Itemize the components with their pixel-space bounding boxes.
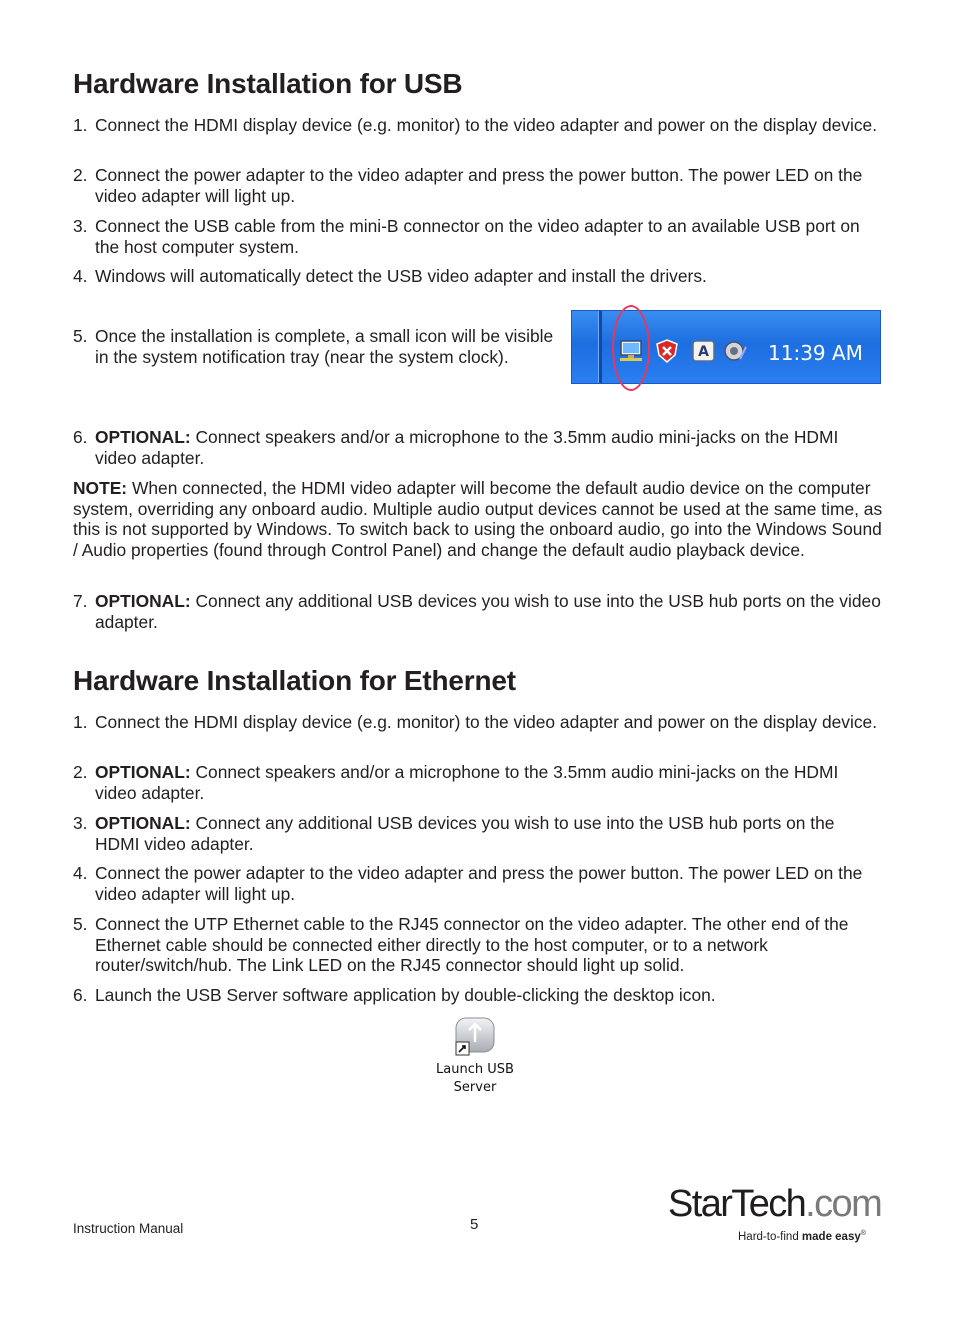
eth-step-4 (73, 863, 883, 904)
usb-note (73, 478, 883, 560)
usb-step-7 (73, 591, 883, 632)
step-text: Launch the USB Server software application by double-clicking the desktop icon. (95, 985, 716, 1005)
security-shield-icon (654, 339, 680, 363)
step-number: 7. (73, 591, 88, 611)
usb-server-icon (452, 1014, 498, 1056)
brand-wordmark (668, 1184, 883, 1224)
taskbar-divider (598, 311, 602, 383)
step-number: 2. (73, 762, 88, 782)
icon-label-line1: Launch USB (436, 1062, 514, 1077)
brand-tagline (738, 1230, 866, 1243)
usb-step-5 (73, 326, 559, 367)
ethernet-heading: Hardware Installation for Ethernet (73, 665, 516, 696)
step-text: Connect any additional USB devices you wish to use into the USB hub ports on the video adapter. (95, 591, 881, 632)
optional-label: OPTIONAL: (95, 591, 191, 611)
tagline-light: Hard-to-find (738, 1230, 802, 1243)
usb-heading: Hardware Installation for USB (73, 68, 463, 99)
step-text: Connect speakers and/or a microphone to the 3.5mm audio mini-jacks on the HDMI video adapter. (95, 427, 839, 468)
speaker-icon (722, 339, 748, 363)
registered-mark: ® (860, 1230, 866, 1237)
eth-step-1 (73, 712, 883, 733)
step-text: Connect any additional USB devices you wish to use into the USB hub ports on the HDMI video adapter. (95, 813, 835, 854)
optional-label: OPTIONAL: (95, 427, 191, 447)
step-text: Windows will automatically detect the USB video adapter and install the drivers. (95, 266, 707, 286)
step-number: 5. (73, 914, 88, 934)
usb-step-3 (73, 216, 883, 257)
step-text: Connect the power adapter to the video adapter and press the power button. The power LED on the video adapter will light up. (95, 863, 863, 904)
highlight-circle (612, 305, 650, 391)
icon-label-line2: Server (453, 1080, 497, 1095)
step-number: 6. (73, 985, 88, 1005)
page-number: 5 (470, 1216, 479, 1233)
step-text: Connect the power adapter to the video adapter and press the power button. The power LED on the video adapter will light up. (95, 165, 863, 206)
step-number: 5. (73, 326, 88, 346)
optional-label: OPTIONAL: (95, 762, 191, 782)
step-number: 1. (73, 115, 88, 135)
usb-step-1 (73, 115, 883, 136)
eth-step-3 (73, 813, 883, 854)
note-label: NOTE: (73, 478, 128, 498)
step-text: Connect the USB cable from the mini-B connector on the video adapter to an available USB port on the host computer system. (95, 216, 860, 257)
step-number: 3. (73, 216, 88, 236)
eth-step-2 (73, 762, 883, 803)
svg-text:A: A (698, 344, 709, 360)
footer-manual-label: Instruction Manual (73, 1221, 184, 1236)
brand-main: StarTech (668, 1183, 806, 1225)
step-text: Connect the HDMI display device (e.g. monitor) to the video adapter and power on the display device. (95, 115, 878, 135)
step-text: Connect the UTP Ethernet cable to the RJ45 connector on the video adapter. The other end of the Ethernet cable should be connected either directly to the host computer, or to a network router/switch/hub. The Link LED on the RJ45 connector should light up solid. (95, 914, 849, 976)
step-text: Once the installation is complete, a small icon will be visible in the system notification tray (near the system clock). (95, 326, 554, 367)
brand-com: .com (805, 1183, 882, 1225)
font-icon (691, 339, 717, 363)
step-number: 4. (73, 863, 88, 883)
usb-step-2 (73, 165, 883, 206)
usb-step-4 (73, 266, 883, 287)
note-text: When connected, the HDMI video adapter will become the default audio device on the computer system, overriding any onboard audio. Multiple audio output devices cannot be used at the same time, as this is not supported by Windows. To switch back to using the onboard audio, go into the Windows Sound / Audio properties (found through Control Panel) and change the default audio playback device. (73, 478, 883, 560)
usb-step-6 (73, 427, 883, 468)
tagline-bold: made easy (801, 1230, 861, 1243)
step-number: 6. (73, 427, 88, 447)
step-text: Connect speakers and/or a microphone to the 3.5mm audio mini-jacks on the HDMI video adapter. (95, 762, 839, 803)
step-number: 1. (73, 712, 88, 732)
eth-step-5 (73, 914, 883, 976)
optional-label: OPTIONAL: (95, 813, 191, 833)
launch-usb-server-shortcut[interactable] (435, 1014, 515, 1097)
tray-clock: 11:39 AM (768, 341, 863, 365)
startech-logo (668, 1183, 883, 1243)
step-text: Connect the HDMI display device (e.g. monitor) to the video adapter and power on the display device. (95, 712, 878, 732)
step-number: 2. (73, 165, 88, 185)
step-number: 3. (73, 813, 88, 833)
eth-step-6 (73, 985, 883, 1006)
step-number: 4. (73, 266, 88, 286)
